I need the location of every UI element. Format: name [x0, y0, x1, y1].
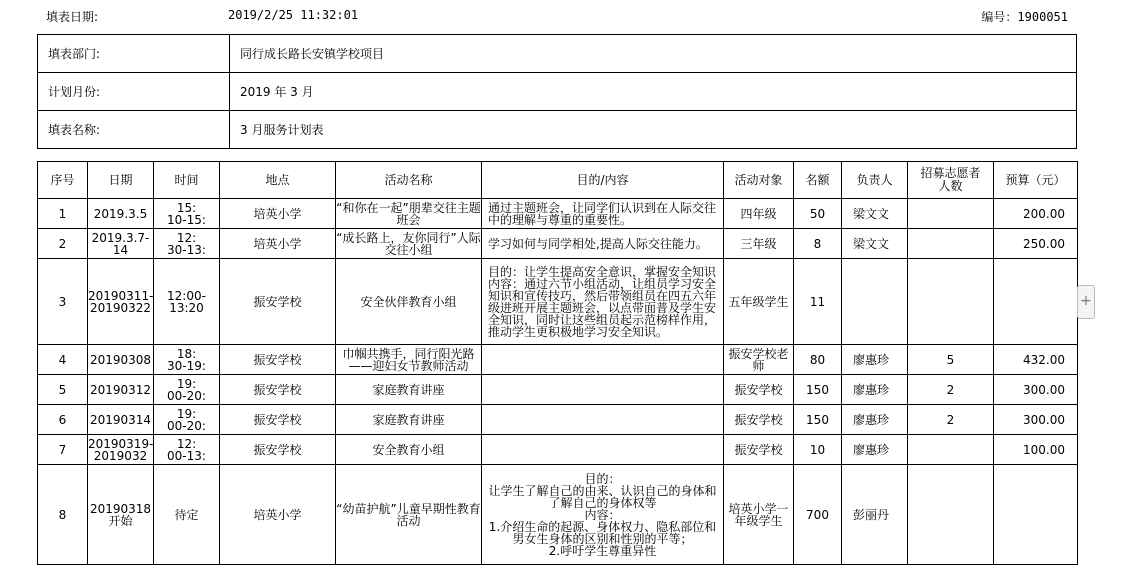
cell-volunteers [908, 199, 994, 229]
cell-purpose [482, 405, 724, 435]
cell-target: 三年级 [724, 229, 794, 259]
cell-no: 2 [38, 229, 88, 259]
cell-no: 4 [38, 345, 88, 375]
col-header-purpose: 目的/内容 [482, 162, 724, 199]
cell-time: 19: 00-20: [154, 405, 220, 435]
cell-date: 20190308 [88, 345, 154, 375]
dept-value: 同行成长路长安镇学校项目 [230, 35, 1077, 73]
dept-label: 填表部门: [38, 35, 230, 73]
table-row [38, 199, 1078, 229]
cell-name: 安全伙伴教育小组 [336, 259, 482, 345]
cell-budget: 300.00 [994, 375, 1078, 405]
cell-quota: 11 [794, 259, 842, 345]
cell-quota: 700 [794, 465, 842, 565]
cell-time: 19: 00-20: [154, 375, 220, 405]
cell-time: 15: 10-15: [154, 199, 220, 229]
cell-budget: 100.00 [994, 435, 1078, 465]
cell-name: “幼苗护航”儿童早期性教育活动 [336, 465, 482, 565]
cell-quota: 150 [794, 405, 842, 435]
table-row [38, 229, 1078, 259]
col-header-quota: 名额 [794, 162, 842, 199]
table-row [38, 405, 1078, 435]
table-row [38, 345, 1078, 375]
cell-owner: 廖惠珍 [842, 405, 908, 435]
cell-date: 20190319-2019032 [88, 436, 154, 463]
cell-owner: 廖惠珍 [842, 435, 908, 465]
cell-purpose [482, 345, 724, 375]
cell-place: 振安学校 [220, 435, 336, 465]
col-header-budget: 预算（元） [994, 162, 1078, 199]
cell-time: 18: 30-19: [154, 345, 220, 375]
month-value: 2019 年 3 月 [230, 73, 1077, 111]
col-header-target: 活动对象 [724, 162, 794, 199]
col-header-volunteers: 招募志愿者人数 [908, 162, 994, 199]
cell-no: 5 [38, 375, 88, 405]
cell-date: 20190314 [88, 405, 154, 435]
cell-budget [994, 465, 1078, 565]
cell-name: 家庭教育讲座 [336, 375, 482, 405]
plan-table [37, 161, 1078, 565]
month-label: 计划月份: [38, 73, 230, 111]
fill-date-label: 填表日期: [46, 10, 99, 24]
cell-budget: 250.00 [994, 229, 1078, 259]
cell-name: 巾帼共携手，同行阳光路——迎妇女节教师活动 [336, 345, 482, 375]
cell-no: 3 [38, 259, 88, 345]
info-row-month [38, 73, 1077, 111]
cell-owner: 梁文文 [842, 229, 908, 259]
cell-no: 8 [38, 465, 88, 565]
cell-target: 五年级学生 [724, 259, 794, 345]
col-header-place: 地点 [220, 162, 336, 199]
form-name-value: 3 月服务计划表 [230, 111, 1077, 149]
col-header-time: 时间 [154, 162, 220, 199]
cell-time: 12: 00-13: [154, 435, 220, 465]
table-row [38, 435, 1078, 465]
cell-budget: 200.00 [994, 199, 1078, 229]
fill-date-value: 2019/2/25 11:32:01 [228, 8, 359, 22]
col-header-activity: 活动名称 [336, 162, 482, 199]
cell-purpose: 学习如何与同学相处,提高人际交往能力。 [482, 229, 724, 259]
cell-place: 振安学校 [220, 259, 336, 345]
table-row [38, 465, 1078, 565]
cell-purpose: 通过主题班会，让同学们认识到在人际交往中的理解与尊重的重要性。 [482, 199, 724, 229]
add-button[interactable]: + [1077, 285, 1095, 319]
cell-purpose: 目的：让学生提高安全意识，掌握安全知识内容：通过六节小组活动，让组员学习安全知识和宣传技巧，然后带领组员在四五六年级进班开展主题班会，以点带面普及学生安全知识，同时让这些组员起示范榜样作用，推动学生更积极地学习安全知识。 [482, 259, 724, 345]
cell-purpose [482, 375, 724, 405]
cell-volunteers: 2 [908, 405, 994, 435]
cell-time: 待定 [154, 465, 220, 565]
info-row-name [38, 111, 1077, 149]
cell-place: 振安学校 [220, 375, 336, 405]
col-header-no: 序号 [38, 162, 88, 199]
cell-time: 12:00-13:20 [154, 259, 220, 345]
table-row [38, 375, 1078, 405]
cell-target: 振安学校老师 [724, 345, 794, 375]
cell-place: 培英小学 [220, 199, 336, 229]
cell-target: 振安学校 [724, 375, 794, 405]
cell-budget [994, 259, 1078, 345]
cell-quota: 8 [794, 229, 842, 259]
cell-quota: 50 [794, 199, 842, 229]
cell-quota: 150 [794, 375, 842, 405]
cell-target: 振安学校 [724, 405, 794, 435]
cell-target: 四年级 [724, 199, 794, 229]
cell-time: 12: 30-13: [154, 229, 220, 259]
info-table [37, 34, 1077, 149]
cell-volunteers [908, 435, 994, 465]
cell-date: 20190318开始 [88, 465, 154, 565]
form-code [981, 8, 1068, 25]
cell-no: 7 [38, 435, 88, 465]
cell-quota: 10 [794, 435, 842, 465]
cell-owner: 廖惠珍 [842, 345, 908, 375]
cell-name: “和你在一起”朋辈交往主题班会 [336, 200, 481, 227]
form-code-value: 1900051 [1017, 10, 1068, 24]
cell-owner [842, 259, 908, 345]
cell-quota: 80 [794, 345, 842, 375]
cell-volunteers: 5 [908, 345, 994, 375]
cell-no: 6 [38, 405, 88, 435]
col-header-date: 日期 [88, 162, 154, 199]
plan-header-row [38, 162, 1078, 199]
cell-date: 2019.3.7-14 [88, 229, 154, 259]
cell-budget: 432.00 [994, 345, 1078, 375]
cell-date: 20190311-20190322 [88, 259, 154, 345]
cell-name: 家庭教育讲座 [336, 405, 482, 435]
cell-place: 培英小学 [220, 229, 336, 259]
cell-owner: 彭丽丹 [842, 465, 908, 565]
cell-volunteers [908, 465, 994, 565]
col-header-owner: 负责人 [842, 162, 908, 199]
cell-purpose [482, 435, 724, 465]
cell-no: 1 [38, 199, 88, 229]
cell-volunteers [908, 259, 994, 345]
cell-owner: 廖惠珍 [842, 375, 908, 405]
form-code-label: 编号： [981, 10, 1018, 24]
cell-budget: 300.00 [994, 405, 1078, 435]
cell-place: 培英小学 [220, 465, 336, 565]
form-name-label: 填表名称: [38, 111, 230, 149]
cell-target: 培英小学一年级学生 [724, 465, 794, 565]
cell-target: 振安学校 [724, 435, 794, 465]
cell-volunteers [908, 229, 994, 259]
table-row [38, 259, 1078, 345]
cell-name: 安全教育小组 [336, 435, 482, 465]
cell-volunteers: 2 [908, 375, 994, 405]
cell-owner: 梁文文 [842, 199, 908, 229]
cell-purpose: 目的： 让学生了解自己的由来、认识自己的身体和了解自己的身体权等 内容： 1.介绍生命的起源、身体权力、隐私部位和男女生身体的区别和性别的平等； 2.呼吁学生尊重异性 [482, 465, 724, 565]
cell-place: 振安学校 [220, 345, 336, 375]
cell-place: 振安学校 [220, 405, 336, 435]
cell-date: 2019.3.5 [88, 199, 154, 229]
cell-date: 20190312 [88, 375, 154, 405]
cell-name: “成长路上，友你同行”人际交往小组 [336, 230, 481, 257]
info-row-dept [38, 35, 1077, 73]
